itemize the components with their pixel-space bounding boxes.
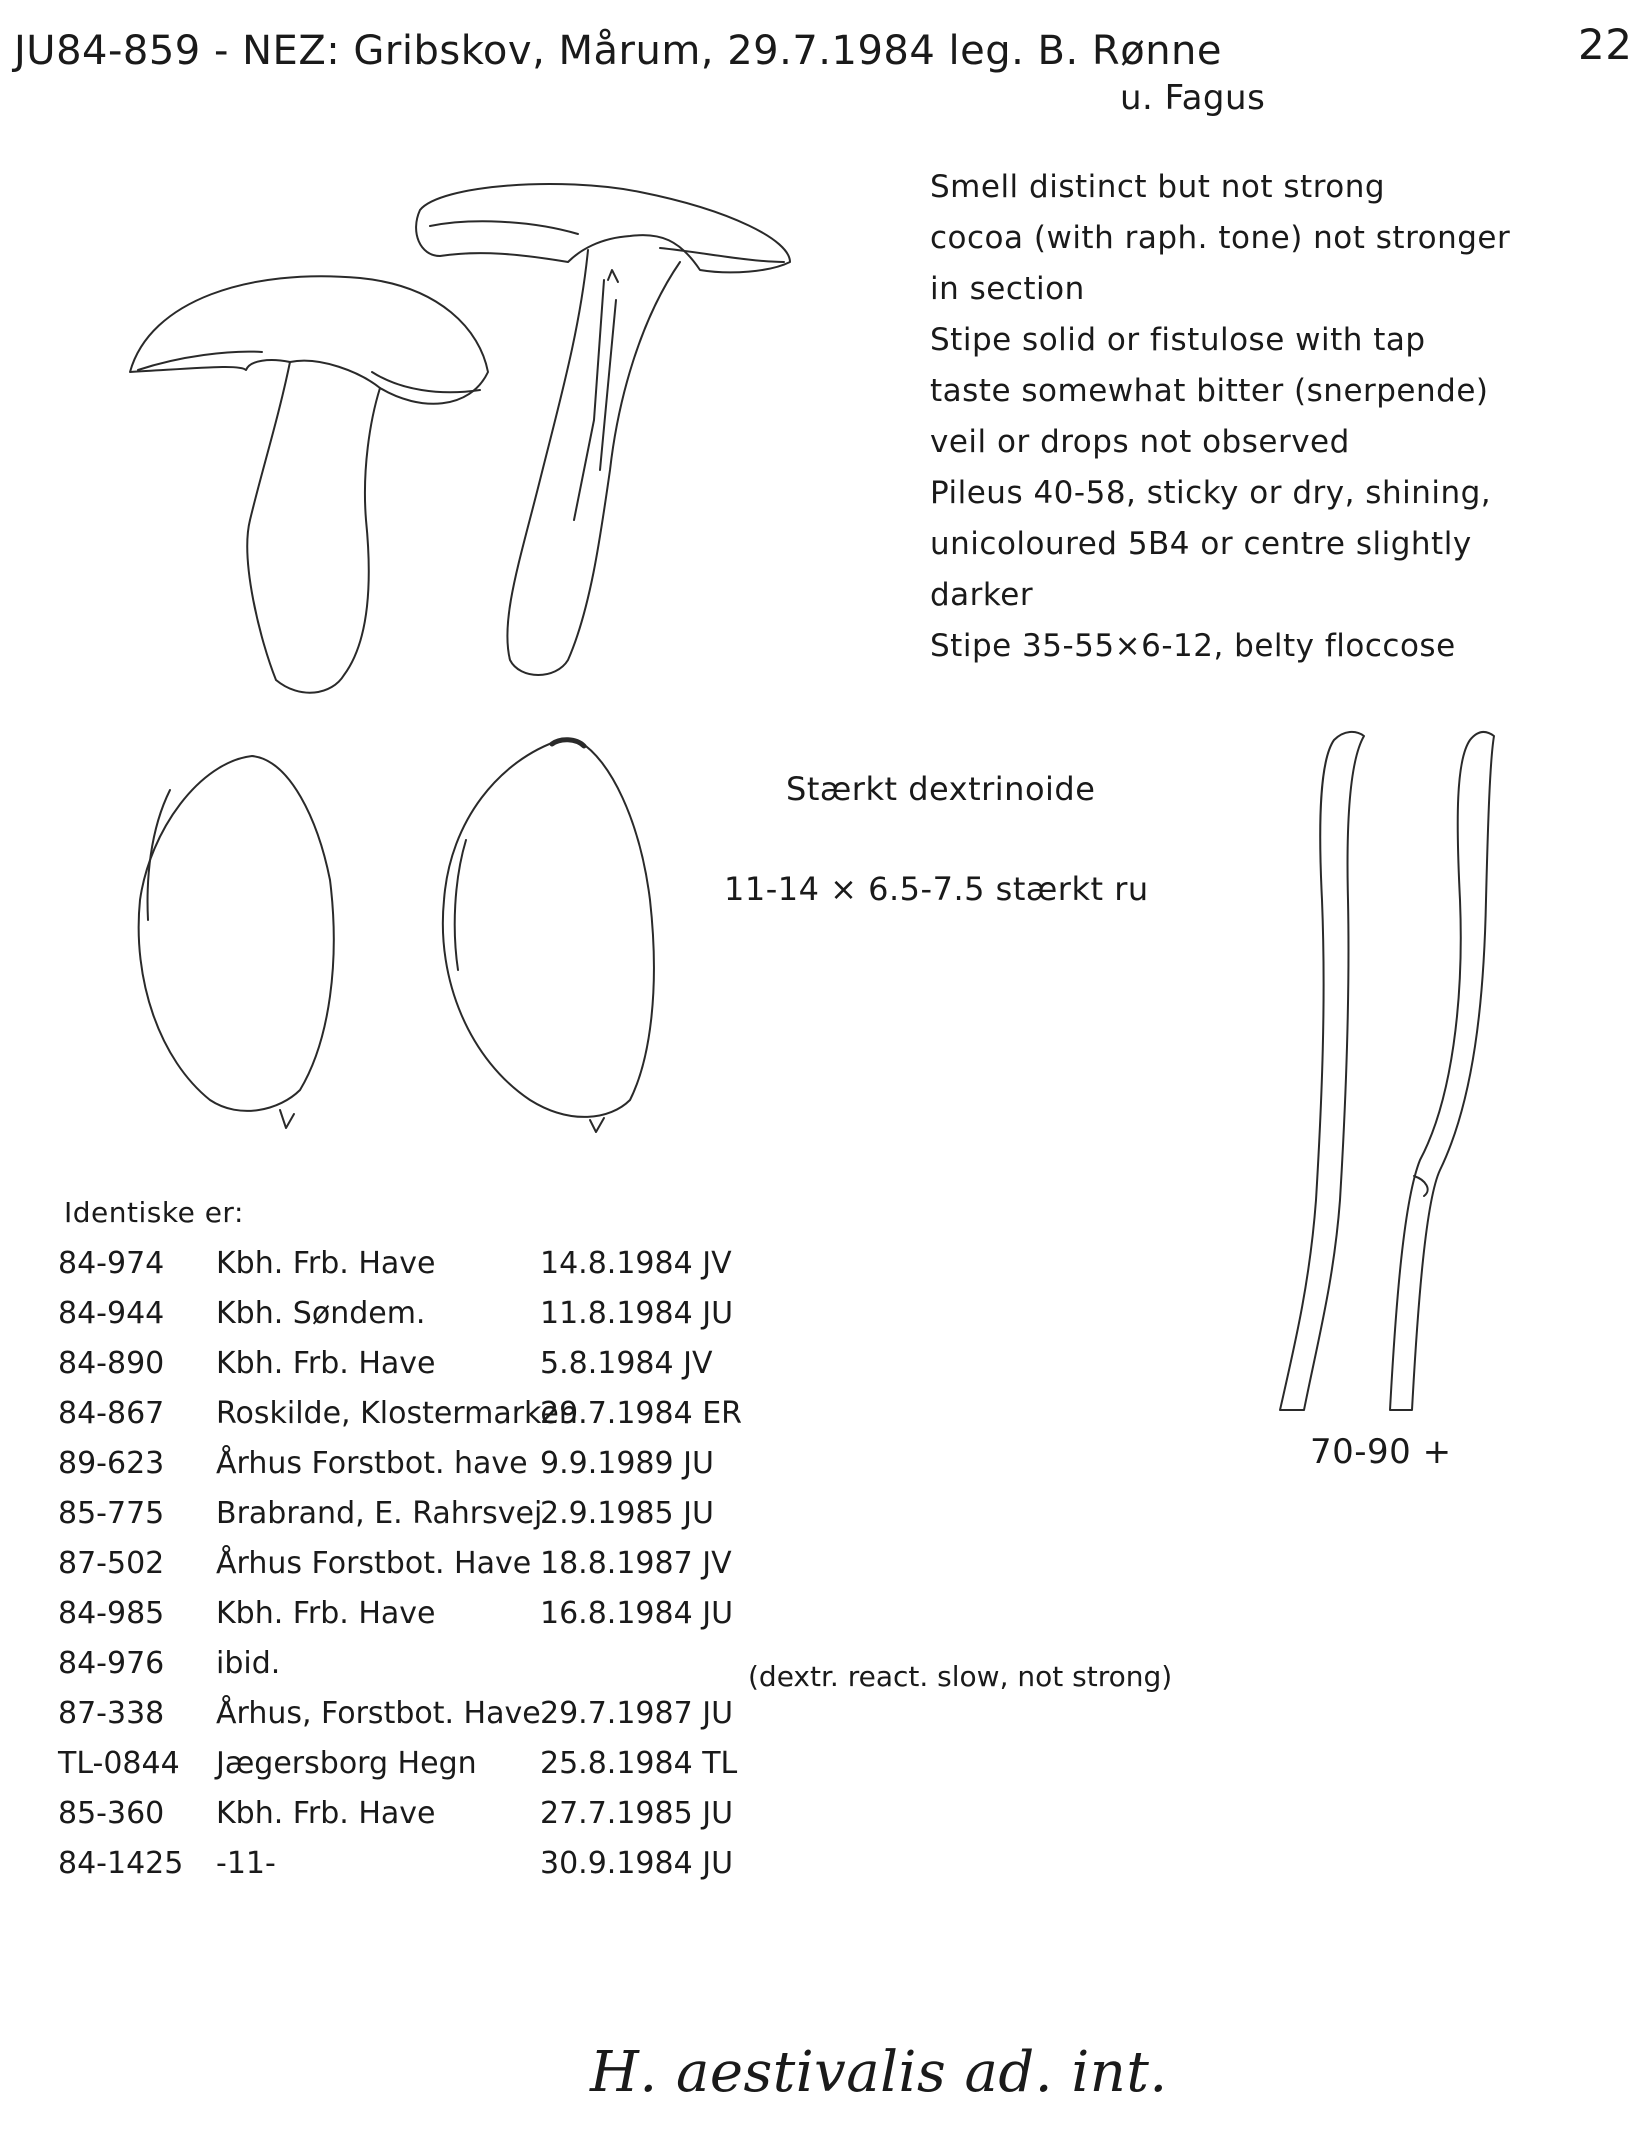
specimen-locality: Kbh. Frb. Have	[216, 1596, 436, 1631]
field-notes	[930, 162, 1620, 672]
specimen-code: 84-976	[58, 1646, 165, 1681]
note-line: Stipe 35-55×6-12, belty floccose	[930, 628, 1456, 664]
list-item	[58, 1346, 1058, 1396]
specimen-date: 2.9.1985 JU	[540, 1496, 714, 1531]
list-item	[58, 1246, 1058, 1296]
specimen-code: 87-502	[58, 1546, 165, 1581]
hypha-right	[1390, 732, 1494, 1410]
specimen-date: 5.8.1984 JV	[540, 1346, 713, 1381]
specimen-code: 84-867	[58, 1396, 165, 1431]
note-line: veil or drops not observed	[930, 424, 1350, 460]
specimen-locality: Roskilde, Klostermarken	[216, 1396, 578, 1431]
specimen-code: 84-1425	[58, 1846, 184, 1881]
right-mushroom-cap	[416, 184, 790, 272]
list-item	[58, 1396, 1058, 1446]
specimen-locality: Århus Forstbot. Have	[216, 1546, 532, 1581]
specimen-locality: Kbh. Søndem.	[216, 1296, 426, 1331]
list-item	[58, 1646, 1173, 1696]
specimen-code: 84-890	[58, 1346, 165, 1381]
specimen-date: 18.8.1987 JV	[540, 1546, 732, 1581]
specimen-date: 29.7.1987 JU	[540, 1696, 734, 1731]
specimen-date: 30.9.1984 JU	[540, 1846, 734, 1881]
specimen-code: 84-974	[58, 1246, 165, 1281]
dextrinoid-note: Stærkt dextrinoide	[786, 770, 1096, 808]
specimen-locality: Kbh. Frb. Have	[216, 1246, 436, 1281]
specimen-code: 89-623	[58, 1446, 165, 1481]
specimen-code: 85-775	[58, 1496, 165, 1531]
note-line: unicoloured 5B4 or centre slightly	[930, 526, 1472, 562]
note-line: darker	[930, 577, 1034, 613]
specimen-locality: Jægersborg Hegn	[216, 1746, 477, 1781]
spore-size: 11-14 × 6.5-7.5 stærkt ru	[724, 870, 1149, 908]
specimen-date: 29.7.1984 ER	[540, 1396, 743, 1431]
specimen-code: TL-0844	[58, 1746, 180, 1781]
specimen-code: 85-360	[58, 1796, 165, 1831]
left-mushroom-cap	[130, 276, 488, 404]
list-item	[58, 1296, 1058, 1346]
spore-right	[443, 740, 654, 1117]
specimen-code: 84-944	[58, 1296, 165, 1331]
specimen-date: 16.8.1984 JU	[540, 1596, 734, 1631]
note-line: Pileus 40-58, sticky or dry, shining,	[930, 475, 1492, 511]
specimen-date: 11.8.1984 JU	[540, 1296, 734, 1331]
list-item	[58, 1796, 1058, 1846]
specimen-date: 25.8.1984 TL	[540, 1746, 738, 1781]
note-line: in section	[930, 271, 1085, 307]
note-line: Stipe solid or fistulose with tap	[930, 322, 1426, 358]
note-line: taste somewhat bitter (snerpende)	[930, 373, 1489, 409]
list-item	[58, 1846, 1058, 1896]
list-item	[58, 1546, 1058, 1596]
host-tree: u. Fagus	[1120, 78, 1266, 118]
page-number: 22	[1578, 20, 1633, 69]
note-line: cocoa (with raph. tone) not stronger	[930, 220, 1511, 256]
specimen-locality: -11-	[216, 1846, 276, 1881]
specimen-locality: Brabrand, E. Rahrsvej	[216, 1496, 543, 1531]
specimen-header: JU84-859 - NEZ: Gribskov, Mårum, 29.7.1984 leg. B. Rønne	[14, 28, 1222, 74]
spore-left	[139, 756, 334, 1111]
specimen-code: 87-338	[58, 1696, 165, 1731]
right-mushroom-stipe	[507, 250, 680, 675]
determination: H. aestivalis ad. int.	[590, 2040, 1168, 2105]
list-item	[58, 1496, 1058, 1546]
specimen-locality: ibid.	[216, 1646, 281, 1681]
specimen-locality: Kbh. Frb. Have	[216, 1796, 436, 1831]
identical-list	[58, 1246, 1173, 1896]
identical-heading: Identiske er:	[64, 1196, 244, 1229]
specimen-locality: Kbh. Frb. Have	[216, 1346, 436, 1381]
specimen-note: (dextr. react. slow, not strong)	[748, 1660, 1173, 1693]
hyphae-length: 70-90 +	[1310, 1432, 1452, 1472]
specimen-date: 14.8.1984 JV	[540, 1246, 732, 1281]
specimen-date: 27.7.1985 JU	[540, 1796, 734, 1831]
list-item	[58, 1746, 1058, 1796]
specimen-locality: Århus Forstbot. have	[216, 1446, 528, 1481]
list-item	[58, 1696, 1058, 1746]
specimen-code: 84-985	[58, 1596, 165, 1631]
specimen-date: 9.9.1989 JU	[540, 1446, 714, 1481]
list-item	[58, 1446, 1058, 1496]
hypha-left	[1280, 732, 1364, 1410]
note-line: Smell distinct but not strong	[930, 169, 1386, 205]
specimen-locality: Århus, Forstbot. Have	[216, 1696, 541, 1731]
list-item	[58, 1596, 1058, 1646]
left-mushroom-stipe	[247, 362, 380, 693]
